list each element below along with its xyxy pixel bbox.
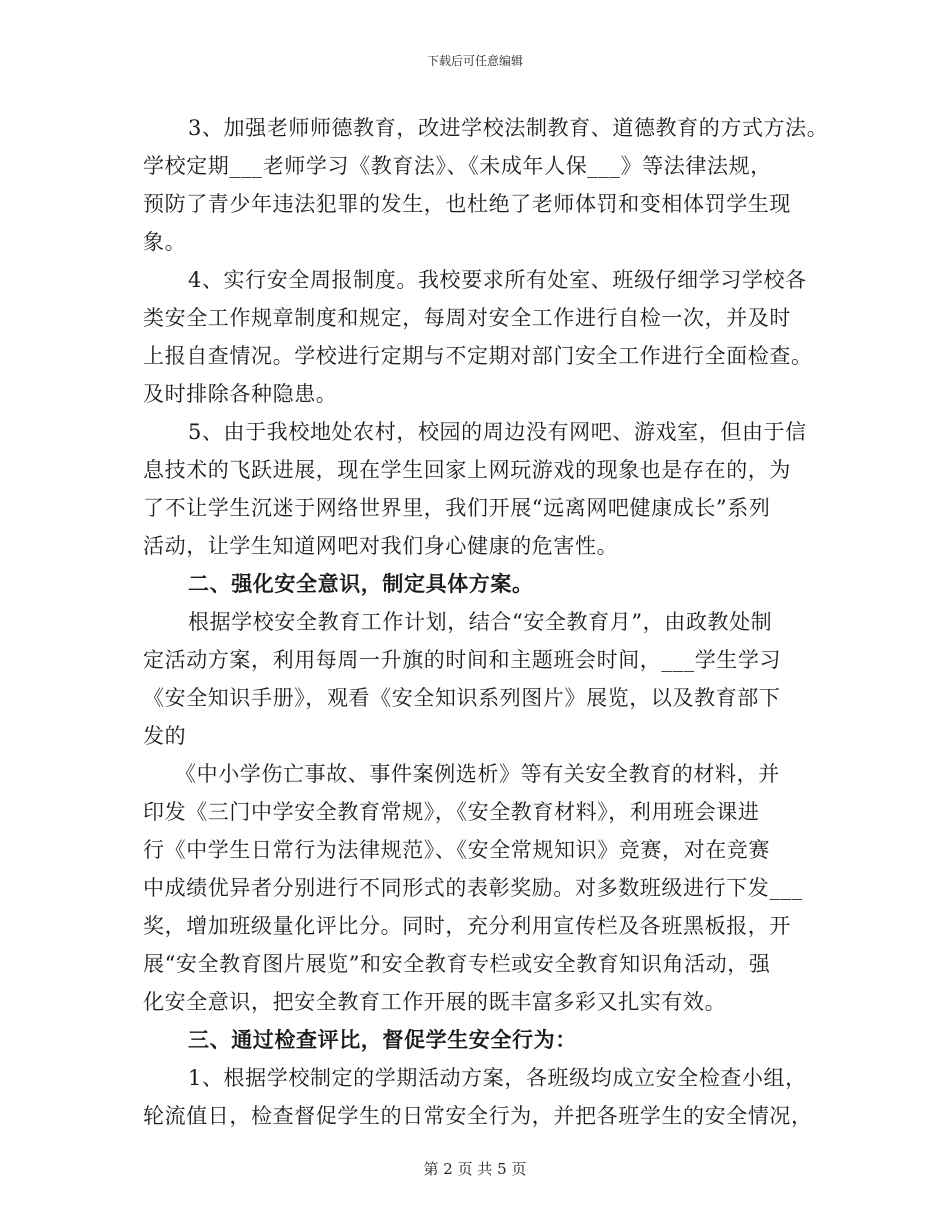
text-line: 印发《三门中学安全教育常规》，《安全教育材料》，利用班会课进 [143, 800, 760, 824]
section-heading: 二、强化安全意识，制定具体方案。 [188, 571, 534, 596]
text-line: 5、由于我校地处农村，校园的周边没有网吧、游戏室，但由于信 [188, 420, 807, 444]
text-line: 学校定期___老师学习《教育法》、《未成年人保___》等法律法规， [143, 154, 772, 178]
text-line: 《安全知识手册》，观看《安全知识系列图片》展览，以及教育部下 [143, 686, 781, 710]
text-line: 中成绩优异者分别进行不同形式的表彰奖励。对多数班级进行下发___ [143, 876, 803, 900]
text-line: 发的 [143, 724, 187, 748]
section-heading: 三、通过检查评比，督促学生安全行为： [188, 1027, 577, 1052]
text-line: 1、根据学校制定的学期活动方案，各班级均成立安全检查小组， [188, 1066, 807, 1090]
text-line: 《中小学伤亡事故、事件案例选析》等有关安全教育的材料，并 [175, 762, 780, 786]
page-number: 第 2 页 共 5 页 [423, 1160, 527, 1178]
text-line: 息技术的飞跃进展，现在学生回家上网玩游戏的现象也是存在的，为 [143, 458, 791, 482]
text-line: 化安全意识，把安全教育工作开展的既丰富多彩又扎实有效。 [143, 990, 727, 1014]
text-line: 象。 [143, 230, 187, 254]
text-line: 轮流值日，检查督促学生的日常安全行为，并把各班学生的安全情况， [143, 1104, 813, 1128]
text-line: 3、加强老师师德教育，改进学校法制教育、道德教育的方式方法。 [188, 116, 829, 140]
text-line: 及时排除各种隐患。 [143, 382, 338, 406]
text-line: 类安全工作规章制度和规定，每周对安全工作进行自检一次，并及时 [143, 306, 791, 330]
text-line: 根据学校安全教育工作计划，结合“安全教育月”，由政教处制 [188, 610, 773, 634]
text-line: 了不让学生沉迷于网络世界里，我们开展“远离网吧健康成长”系列 [143, 496, 771, 520]
text-line: 活动，让学生知道网吧对我们身心健康的危害性。 [143, 534, 619, 558]
text-line: 奖，增加班级量化评比分。同时，充分利用宣传栏及各班黑板报，开 [143, 914, 791, 938]
text-line: 预防了青少年违法犯罪的发生，也杜绝了老师体罚和变相体罚学生现 [143, 192, 791, 216]
page-header-note: 下载后可任意编辑 [426, 54, 523, 68]
text-line: 行《中学生日常行为法律规范》、《安全常规知识》竞赛，对在竞赛 [143, 838, 770, 862]
text-line: 展“安全教育图片展览”和安全教育专栏或安全教育知识角活动，强 [143, 952, 771, 976]
text-line: 定活动方案，利用每周一升旗的时间和主题班会时间，___学生学习 [143, 648, 782, 672]
text-line: 4、实行安全周报制度。我校要求所有处室、班级仔细学习学校各 [188, 268, 807, 292]
text-line: 上报自查情况。学校进行定期与不定期对部门安全工作进行全面检查。 [143, 344, 813, 368]
